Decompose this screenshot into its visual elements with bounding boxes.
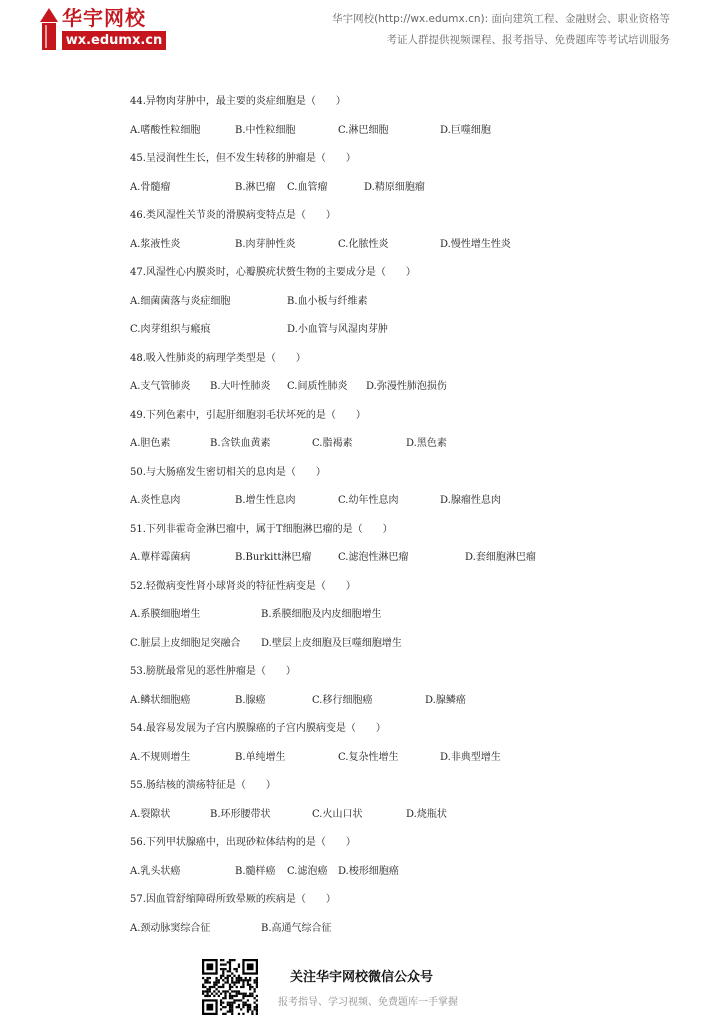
answer-option[interactable]: B.中性粒细胞 xyxy=(235,124,296,136)
option-row xyxy=(130,490,670,519)
answer-option[interactable]: C.化脓性炎 xyxy=(338,238,389,250)
question-stem: 46.类风湿性关节炎的滑膜病变特点是（ ） xyxy=(130,210,336,221)
answer-option[interactable]: A.系膜细胞增生 xyxy=(130,609,201,620)
answer-option[interactable]: B.增生性息肉 xyxy=(235,495,296,506)
answer-option[interactable]: D.小血管与风湿肉芽肿 xyxy=(287,324,388,335)
header-line-1: 华宇网校(http://wx.edumx.cn): 面向建筑工程、金融财会、职业资格等 xyxy=(332,13,670,25)
answer-option[interactable]: D.套细胞淋巴瘤 xyxy=(465,552,536,563)
option-row xyxy=(130,804,670,833)
header-tagline xyxy=(332,9,670,51)
question-stem: 48.吸入性肺炎的病理学类型是（ ） xyxy=(130,352,306,364)
option-row xyxy=(130,747,670,776)
answer-option[interactable]: C.移行细胞癌 xyxy=(312,694,373,706)
answer-option[interactable]: C.滤泡癌 xyxy=(287,865,328,877)
answer-option[interactable]: A.浆液性炎 xyxy=(130,238,181,250)
question-stem: 49.下列色素中，引起肝细胞羽毛状坏死的是（ ） xyxy=(130,409,366,421)
answer-option[interactable]: C.间质性肺炎 xyxy=(287,381,348,392)
answer-option[interactable]: A.裂隙状 xyxy=(130,808,171,820)
answer-option[interactable]: A.支气管肺炎 xyxy=(130,381,191,392)
pencil-logo-icon xyxy=(40,8,58,50)
qr-code-icon xyxy=(202,959,258,1015)
answer-option[interactable]: B.淋巴瘤 xyxy=(235,181,276,193)
option-row xyxy=(130,433,670,462)
answer-option[interactable]: B.高通气综合征 xyxy=(261,922,332,934)
answer-option[interactable]: B.环形腰带状 xyxy=(210,808,271,820)
answer-option[interactable]: A.鳞状细胞癌 xyxy=(130,694,191,706)
option-row xyxy=(130,319,670,348)
answer-option[interactable]: D.梭形细胞癌 xyxy=(338,865,399,877)
answer-option[interactable]: B.腺癌 xyxy=(235,694,266,706)
option-row xyxy=(130,547,670,576)
answer-option[interactable]: C.肉芽组织与瘢痕 xyxy=(130,324,211,335)
footer-title: 关注华宇网校微信公众号 xyxy=(290,970,434,985)
option-row xyxy=(130,633,670,662)
answer-option[interactable]: A.不规则增生 xyxy=(130,751,191,763)
answer-option[interactable]: A.蕈样霉菌病 xyxy=(130,552,191,563)
answer-option[interactable]: C.复杂性增生 xyxy=(338,751,399,763)
site-logo[interactable] xyxy=(40,6,170,52)
answer-option[interactable]: C.幼年性息肉 xyxy=(338,495,399,506)
page-header xyxy=(0,0,724,60)
question-stem: 57.因血管舒缩障碍所致晕厥的疾病是（ ） xyxy=(130,894,336,905)
question-stem: 52.轻微病变性肾小球肾炎的特征性病变是（ ） xyxy=(130,580,356,592)
answer-option[interactable]: B.肉芽肿性炎 xyxy=(235,238,296,250)
option-row xyxy=(130,604,670,633)
answer-option[interactable]: D.壁层上皮细胞及巨噬细胞增生 xyxy=(261,637,402,649)
answer-option[interactable]: C.血管瘤 xyxy=(287,181,328,193)
answer-option[interactable]: A.炎性息肉 xyxy=(130,495,181,506)
answer-option[interactable]: A.颈动脉窦综合征 xyxy=(130,922,211,934)
question-stem: 47.风湿性心内膜炎时，心瓣膜疣状赘生物的主要成分是（ ） xyxy=(130,267,416,278)
answer-option[interactable]: A.乳头状癌 xyxy=(130,865,181,877)
answer-option[interactable]: B.Burkitt淋巴瘤 xyxy=(235,552,312,563)
answer-option[interactable]: D.巨噬细胞 xyxy=(440,124,491,136)
answer-option[interactable]: C.滤泡性淋巴瘤 xyxy=(338,552,409,563)
option-row xyxy=(130,861,670,890)
option-row xyxy=(130,690,670,719)
question-list xyxy=(130,91,670,946)
page-footer xyxy=(0,955,724,1024)
answer-option[interactable]: D.慢性增生性炎 xyxy=(440,238,511,250)
answer-option[interactable]: B.血小板与纤维素 xyxy=(287,295,368,307)
question-stem: 51.下列非霍奇金淋巴瘤中，属于T细胞淋巴瘤的是（ ） xyxy=(130,523,393,535)
logo-url: wx.edumx.cn xyxy=(62,31,166,50)
answer-option[interactable]: D.非典型增生 xyxy=(440,751,501,763)
option-row xyxy=(130,177,670,206)
answer-option[interactable]: D.精原细胞瘤 xyxy=(364,181,425,193)
option-row xyxy=(130,918,670,947)
answer-option[interactable]: C.淋巴细胞 xyxy=(338,124,389,136)
answer-option[interactable]: C.脏层上皮细胞足突融合 xyxy=(130,637,241,649)
answer-option[interactable]: A.细菌菌落与炎症细胞 xyxy=(130,295,231,307)
answer-option[interactable]: D.弥漫性肺泡损伤 xyxy=(366,381,447,392)
answer-option[interactable]: B.含铁血黄素 xyxy=(210,438,271,449)
answer-option[interactable]: D.黑色素 xyxy=(406,438,447,449)
question-stem: 44.异物肉芽肿中，最主要的炎症细胞是（ ） xyxy=(130,96,346,107)
answer-option[interactable]: B.单纯增生 xyxy=(235,751,286,763)
logo-chinese-name: 华宇网校 xyxy=(62,6,146,30)
option-row xyxy=(130,120,670,149)
answer-option[interactable]: B.髓样癌 xyxy=(235,865,276,877)
answer-option[interactable]: A.胆色素 xyxy=(130,438,171,449)
question-stem: 56.下列甲状腺癌中，出现砂粒体结构的是（ ） xyxy=(130,837,356,848)
footer-subtitle: 报考指导、学习视频、免费题库一手掌握 xyxy=(278,997,458,1008)
answer-option[interactable]: D.腺瘤性息肉 xyxy=(440,495,501,506)
answer-option[interactable]: B.系膜细胞及内皮细胞增生 xyxy=(261,609,382,620)
answer-option[interactable]: B.大叶性肺炎 xyxy=(210,381,271,392)
answer-option[interactable]: C.火山口状 xyxy=(312,808,363,820)
option-row xyxy=(130,291,670,320)
answer-option[interactable]: C.脂褐素 xyxy=(312,438,353,449)
option-row xyxy=(130,376,670,405)
question-stem: 54.最容易发展为子宫内膜腺癌的子宫内膜病变是（ ） xyxy=(130,723,386,734)
answer-option[interactable]: D.烧瓶状 xyxy=(406,808,447,820)
header-line-2: 考证人群提供视频课程、报考指导、免费题库等考试培训服务 xyxy=(386,34,670,46)
question-stem: 53.膀胱最常见的恶性肿瘤是（ ） xyxy=(130,666,296,677)
answer-option[interactable]: D.腺鳞癌 xyxy=(425,694,466,706)
answer-option[interactable]: A.骨髓瘤 xyxy=(130,181,171,193)
answer-option[interactable]: A.嗜酸性粒细胞 xyxy=(130,124,201,136)
question-stem: 50.与大肠癌发生密切相关的息肉是（ ） xyxy=(130,466,326,478)
option-row xyxy=(130,234,670,263)
question-stem: 45.呈浸润性生长，但不发生转移的肿瘤是（ ） xyxy=(130,153,356,164)
question-stem: 55.肠结核的溃疡特征是（ ） xyxy=(130,780,276,791)
